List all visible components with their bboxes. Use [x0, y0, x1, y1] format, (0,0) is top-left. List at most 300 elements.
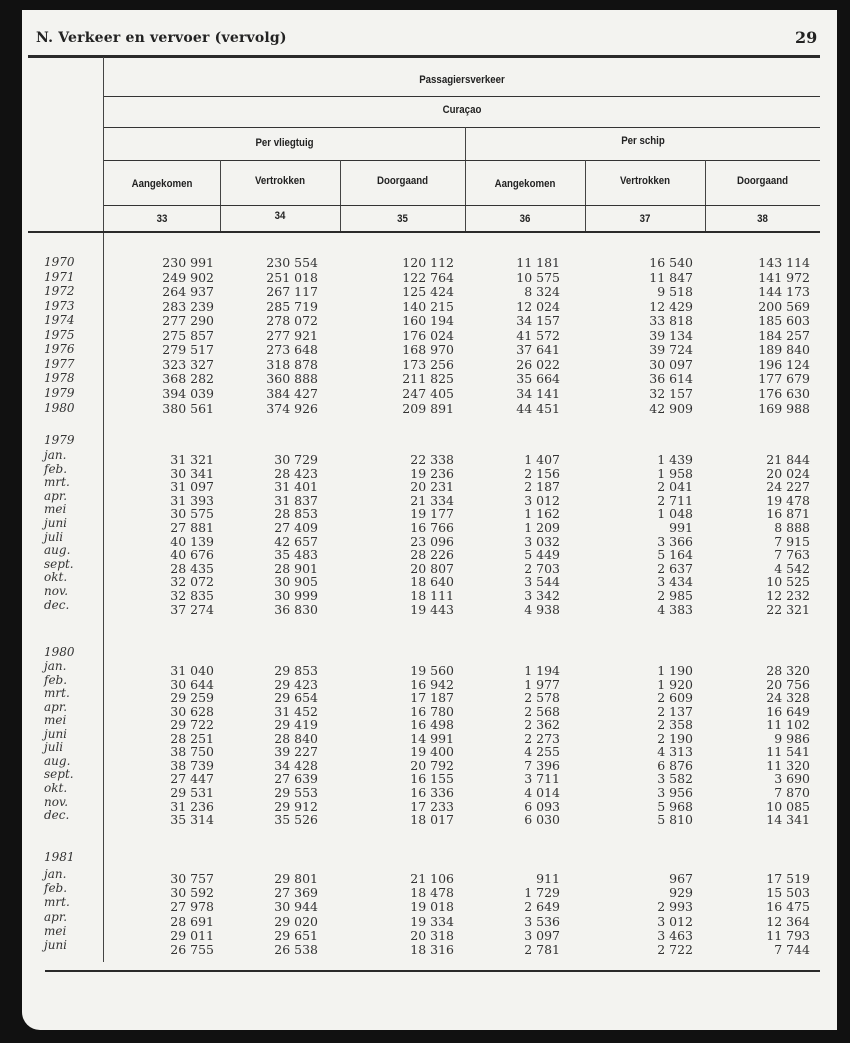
column-number: 37 [639, 213, 651, 225]
row-label: 1970 [44, 255, 75, 269]
table-cell: 29 912 [274, 798, 318, 814]
table-cell: 29 801 [274, 871, 318, 886]
table-cell: 21 334 [410, 492, 454, 508]
table-cell: 44 451 [516, 400, 560, 416]
row-label: mei [44, 923, 67, 938]
table-cell: 33 818 [649, 313, 693, 329]
row-label: jan. [44, 448, 67, 462]
table-cell: 6 093 [524, 798, 560, 814]
row-label: 1972 [44, 284, 75, 299]
table-cell: 8 324 [524, 284, 560, 300]
table-cell: 29 011 [170, 927, 214, 943]
column-number: 35 [397, 213, 408, 225]
row-label: apr. [44, 699, 68, 714]
table-cell: 5 164 [657, 547, 693, 563]
table-cell: 5 810 [657, 812, 693, 828]
table-cell: 30 905 [274, 574, 318, 590]
table-cell: 173 256 [402, 356, 454, 372]
table-cell: 31 236 [170, 798, 214, 814]
page-number: 29 [795, 28, 818, 47]
column-divider [340, 160, 341, 232]
row-label: jan. [44, 867, 67, 881]
table-cell: 2 041 [657, 479, 693, 495]
table-cell: 2 985 [657, 588, 693, 603]
table-cell: 15 503 [766, 885, 810, 901]
row-label: mei [44, 502, 67, 517]
row-label: sept. [44, 767, 74, 782]
column-number: 36 [519, 213, 531, 225]
table-cell: 230 554 [266, 255, 318, 270]
table-cell: 185 603 [758, 313, 810, 329]
table-cell: 18 478 [410, 885, 454, 901]
table-cell: 19 236 [410, 465, 454, 481]
table-cell: 3 463 [657, 927, 693, 943]
table-cell: 200 569 [758, 298, 810, 314]
table-cell: 9 518 [657, 284, 693, 300]
table-cell: 35 664 [516, 371, 560, 387]
column-header: Doorgaand [736, 175, 789, 187]
table-cell: 34 157 [516, 313, 560, 329]
table-cell: 2 637 [657, 560, 693, 576]
table-cell: 1 209 [524, 520, 560, 535]
table-cell: 11 847 [649, 269, 693, 285]
table-cell: 27 639 [274, 771, 318, 787]
column-header: Doorgaand [376, 175, 429, 187]
row-label: juni [44, 516, 68, 530]
table-cell: 23 096 [410, 533, 454, 549]
table-cell: 7 396 [524, 757, 560, 773]
table-cell: 2 568 [524, 703, 560, 719]
table-cell: 22 338 [410, 452, 454, 467]
table-cell: 26 755 [170, 942, 214, 957]
header-rule [104, 160, 820, 161]
table-cell: 37 641 [516, 342, 560, 358]
table-cell: 7 763 [774, 547, 810, 563]
table-cell: 19 334 [410, 913, 454, 929]
table-cell: 19 400 [410, 744, 454, 760]
table-cell: 20 807 [410, 560, 454, 576]
table-cell: 278 072 [266, 313, 318, 329]
top-rule [28, 55, 820, 58]
header-rule [104, 96, 820, 97]
table-cell: 277 921 [266, 327, 318, 343]
table-cell: 4 383 [657, 601, 693, 617]
table-cell: 11 793 [766, 927, 810, 943]
table-cell: 30 944 [274, 899, 318, 915]
row-label: mei [44, 713, 67, 728]
table-cell: 30 575 [170, 506, 214, 522]
table-cell: 10 575 [516, 269, 560, 285]
table-cell: 16 336 [410, 784, 454, 800]
row-label: 1976 [44, 342, 75, 357]
table-cell: 19 018 [410, 899, 454, 915]
row-label: 1974 [44, 313, 75, 328]
row-label: juni [44, 726, 68, 741]
table-cell: 230 991 [162, 255, 214, 270]
table-cell: 11 181 [516, 255, 560, 270]
table-cell: 2 137 [657, 703, 693, 719]
table-cell: 5 968 [657, 798, 693, 814]
table-cell: 374 926 [266, 400, 318, 416]
table-cell: 251 018 [266, 269, 318, 285]
table-cell: 16 649 [766, 703, 810, 719]
table-cell: 16 498 [410, 717, 454, 733]
row-label: mrt. [44, 686, 70, 701]
table-cell: 11 320 [766, 757, 810, 773]
table-cell: 2 703 [524, 560, 560, 576]
table-cell: 18 640 [410, 574, 454, 590]
table-cell: 4 542 [774, 560, 810, 576]
table-cell: 18 111 [410, 588, 454, 603]
table-cell: 911 [536, 871, 560, 886]
table-cell: 247 405 [402, 385, 454, 401]
table-cell: 28 901 [274, 560, 318, 576]
table-cell: 285 719 [266, 298, 318, 314]
table-cell: 40 139 [170, 533, 214, 549]
table-cell: 28 251 [170, 730, 214, 746]
table-cell: 283 239 [162, 298, 214, 314]
table-cell: 36 830 [274, 601, 318, 617]
table-cell: 264 937 [162, 284, 214, 300]
region-header: Curaçao [442, 104, 482, 116]
table-cell: 394 039 [162, 385, 214, 401]
table-cell: 40 676 [170, 547, 214, 563]
table-cell: 39 227 [274, 744, 318, 760]
row-label: jan. [44, 659, 67, 673]
table-cell: 24 328 [766, 690, 810, 706]
table-cell: 16 942 [410, 676, 454, 692]
table-cell: 144 173 [758, 284, 810, 300]
table-cell: 31 837 [274, 492, 318, 508]
table-cell: 277 290 [162, 313, 214, 329]
table-cell: 28 226 [410, 547, 454, 563]
table-cell: 20 318 [410, 927, 454, 943]
table-cell: 6 876 [657, 757, 693, 773]
table-cell: 360 888 [266, 371, 318, 387]
table-cell: 323 327 [162, 356, 214, 372]
table-cell: 39 134 [649, 327, 693, 343]
table-cell: 3 032 [524, 533, 560, 549]
table-cell: 1 407 [524, 452, 560, 467]
row-label: dec. [44, 808, 70, 823]
row-label: aug. [44, 543, 71, 558]
row-label: aug. [44, 753, 71, 768]
column-divider [705, 160, 706, 232]
table-cell: 196 124 [758, 356, 810, 372]
table-cell: 29 259 [170, 690, 214, 706]
table-cell: 249 902 [162, 269, 214, 285]
table-cell: 3 012 [524, 492, 560, 508]
table-cell: 41 572 [516, 327, 560, 343]
table-cell: 17 187 [410, 690, 454, 706]
table-cell: 1 439 [657, 452, 693, 467]
table-cell: 8 888 [774, 520, 810, 535]
group-header: Passagiersverkeer [419, 74, 505, 86]
table-cell: 2 273 [524, 730, 560, 746]
table-cell: 10 525 [766, 574, 810, 590]
table-cell: 177 679 [758, 371, 810, 387]
table-cell: 1 162 [524, 506, 560, 522]
table-cell: 275 857 [162, 327, 214, 343]
table-cell: 209 891 [402, 400, 454, 416]
column-number: 34 [274, 210, 286, 222]
table-cell: 2 358 [657, 717, 693, 733]
row-label: feb. [44, 672, 68, 687]
table-cell: 18 017 [410, 812, 454, 828]
row-label: okt. [44, 780, 68, 795]
table-cell: 3 582 [657, 771, 693, 787]
table-cell: 2 190 [657, 730, 693, 746]
table-cell: 3 711 [524, 771, 560, 787]
table-cell: 122 764 [402, 269, 454, 285]
table-cell: 38 750 [170, 744, 214, 760]
table-cell: 3 536 [524, 913, 560, 929]
table-cell: 16 871 [766, 506, 810, 522]
section-year-heading: 1981 [44, 850, 75, 864]
section-year-heading: 1980 [44, 645, 75, 659]
table-cell: 30 729 [274, 452, 318, 467]
table-cell: 12 024 [516, 298, 560, 314]
table-cell: 168 970 [402, 342, 454, 358]
table-cell: 4 313 [657, 744, 693, 760]
table-cell: 29 654 [274, 690, 318, 706]
table-cell: 19 560 [410, 663, 454, 678]
table-cell: 991 [669, 520, 693, 535]
table-cell: 3 012 [657, 913, 693, 929]
table-cell: 28 691 [170, 913, 214, 929]
header-rule [104, 127, 820, 128]
table-cell: 16 780 [410, 703, 454, 719]
table-cell: 17 233 [410, 798, 454, 814]
table-cell: 28 853 [274, 506, 318, 522]
table-cell: 39 724 [649, 342, 693, 358]
table-cell: 29 553 [274, 784, 318, 800]
table-cell: 30 341 [170, 465, 214, 481]
table-cell: 7 870 [774, 784, 810, 800]
table-cell: 28 423 [274, 465, 318, 481]
table-cell: 29 020 [274, 913, 318, 929]
row-label: apr. [44, 488, 68, 503]
table-cell: 32 072 [170, 574, 214, 590]
row-label: 1980 [44, 400, 75, 415]
table-cell: 29 651 [274, 927, 318, 943]
table-cell: 1 977 [524, 676, 560, 692]
table-cell: 12 429 [649, 298, 693, 314]
table-cell: 30 999 [274, 588, 318, 603]
table-cell: 20 756 [766, 676, 810, 692]
row-label: 1977 [44, 356, 75, 371]
table-cell: 27 978 [170, 899, 214, 915]
table-cell: 31 321 [170, 452, 214, 467]
table-cell: 143 114 [758, 255, 810, 270]
row-label: dec. [44, 597, 70, 612]
table-cell: 3 366 [657, 533, 693, 549]
row-label: 1978 [44, 371, 75, 386]
table-cell: 929 [669, 885, 693, 901]
table-cell: 184 257 [758, 327, 810, 343]
table-cell: 19 443 [410, 601, 454, 617]
table-cell: 2 156 [524, 465, 560, 481]
table-cell: 35 526 [274, 812, 318, 828]
table-cell: 24 227 [766, 479, 810, 495]
table-cell: 35 314 [170, 812, 214, 828]
table-cell: 2 649 [524, 899, 560, 915]
table-cell: 30 644 [170, 676, 214, 692]
table-cell: 29 419 [274, 717, 318, 733]
table-cell: 27 881 [170, 520, 214, 535]
row-label: feb. [44, 881, 68, 896]
table-cell: 31 040 [170, 663, 214, 678]
row-label: feb. [44, 461, 68, 476]
table-cell: 26 022 [516, 356, 560, 372]
table-cell: 19 478 [766, 492, 810, 508]
table-cell: 32 835 [170, 588, 214, 603]
table-cell: 2 578 [524, 690, 560, 706]
table-cell: 37 274 [170, 601, 214, 617]
table-cell: 2 711 [657, 492, 693, 508]
table-cell: 31 393 [170, 492, 214, 508]
row-label: mrt. [44, 895, 70, 910]
table-cell: 30 592 [170, 885, 214, 901]
column-header: Aangekomen [131, 178, 193, 190]
table-cell: 31 401 [274, 479, 318, 495]
table-cell: 5 449 [524, 547, 560, 563]
table-cell: 31 097 [170, 479, 214, 495]
table-cell: 4 938 [524, 601, 560, 617]
mode-divider [465, 127, 466, 231]
table-cell: 1 729 [524, 885, 560, 901]
table-cell: 169 988 [758, 400, 810, 416]
table-cell: 1 048 [657, 506, 693, 522]
table-cell: 27 409 [274, 520, 318, 535]
row-label: 1975 [44, 327, 75, 342]
table-cell: 176 630 [758, 385, 810, 401]
table-cell: 140 215 [402, 298, 454, 314]
table-cell: 42 909 [649, 400, 693, 416]
table-cell: 22 321 [766, 601, 810, 617]
table-cell: 14 341 [766, 812, 810, 828]
table-cell: 28 320 [766, 663, 810, 678]
table-cell: 11 102 [766, 717, 810, 733]
table-cell: 30 097 [649, 356, 693, 372]
row-label: sept. [44, 556, 74, 571]
table-cell: 21 106 [410, 871, 454, 886]
table-cell: 2 781 [524, 942, 560, 957]
table-cell: 380 561 [162, 400, 214, 416]
table-cell: 141 972 [758, 269, 810, 285]
table-cell: 20 024 [766, 465, 810, 481]
row-label: juli [44, 740, 64, 755]
table-cell: 7 744 [774, 942, 810, 957]
table-cell: 21 844 [766, 452, 810, 467]
mode-header-air: Per vliegtuig [255, 137, 314, 149]
table-cell: 20 231 [410, 479, 454, 495]
section-year-heading: 1979 [44, 433, 75, 447]
table-cell: 2 362 [524, 717, 560, 733]
table-cell: 16 540 [649, 255, 693, 270]
table-cell: 9 986 [774, 730, 810, 746]
row-label: 1973 [44, 298, 75, 313]
table-cell: 34 428 [274, 757, 318, 773]
column-header: Vertrokken [619, 175, 671, 187]
table-cell: 17 519 [766, 871, 810, 886]
header-bottom-rule [28, 231, 820, 233]
row-label: apr. [44, 909, 68, 924]
header-rule [104, 205, 820, 206]
row-label: nov. [44, 584, 69, 598]
section-title: N. Verkeer en vervoer (vervolg) [36, 30, 287, 46]
table-cell: 16 766 [410, 520, 454, 535]
table-cell: 11 541 [766, 744, 810, 760]
table-cell: 42 657 [274, 533, 318, 549]
table-cell: 2 187 [524, 479, 560, 495]
table-cell: 3 342 [524, 588, 560, 603]
table-cell: 26 538 [274, 942, 318, 957]
table-cell: 1 194 [524, 663, 560, 678]
row-label: mrt. [44, 475, 70, 490]
table-cell: 29 853 [274, 663, 318, 678]
table-cell: 18 316 [410, 942, 454, 957]
table-cell: 1 958 [657, 465, 693, 481]
table-cell: 12 232 [766, 588, 810, 603]
row-label: 1971 [44, 269, 75, 284]
table-cell: 32 157 [649, 385, 693, 401]
column-divider [220, 160, 221, 232]
table-cell: 2 722 [657, 942, 693, 957]
column-header: Vertrokken [254, 175, 306, 187]
table-cell: 384 427 [266, 385, 318, 401]
table-cell: 12 364 [766, 913, 810, 929]
table-cell: 36 614 [649, 371, 693, 387]
table-cell: 34 141 [516, 385, 560, 401]
table-cell: 14 991 [410, 730, 454, 746]
table-cell: 28 840 [274, 730, 318, 746]
table-cell: 3 434 [657, 574, 693, 590]
table-cell: 4 014 [524, 784, 560, 800]
table-cell: 29 531 [170, 784, 214, 800]
table-cell: 35 483 [274, 547, 318, 563]
column-number: 33 [156, 213, 168, 225]
table-cell: 267 117 [266, 284, 318, 300]
bottom-rule [45, 970, 820, 972]
table-cell: 3 956 [657, 784, 693, 800]
table-cell: 273 648 [266, 342, 318, 358]
table-cell: 2 609 [657, 690, 693, 706]
table-cell: 160 194 [402, 313, 454, 329]
table-cell: 3 544 [524, 574, 560, 590]
table-cell: 211 825 [402, 371, 454, 387]
table-cell: 368 282 [162, 371, 214, 387]
table-cell: 967 [669, 871, 693, 886]
table-cell: 3 690 [774, 771, 810, 787]
table-cell: 120 112 [402, 255, 454, 270]
table-cell: 1 190 [657, 663, 693, 678]
table-cell: 279 517 [162, 342, 214, 358]
table-cell: 318 878 [266, 356, 318, 372]
stub-divider [103, 57, 104, 962]
table-cell: 31 452 [274, 703, 318, 719]
column-number: 38 [757, 213, 768, 225]
column-divider [585, 160, 586, 232]
row-label: juni [44, 938, 68, 952]
table-cell: 16 475 [766, 899, 810, 915]
table-cell: 29 423 [274, 676, 318, 692]
table-cell: 20 792 [410, 757, 454, 773]
row-label: okt. [44, 570, 68, 585]
table-cell: 38 739 [170, 757, 214, 773]
table-cell: 3 097 [524, 927, 560, 943]
table-cell: 30 757 [170, 871, 214, 886]
